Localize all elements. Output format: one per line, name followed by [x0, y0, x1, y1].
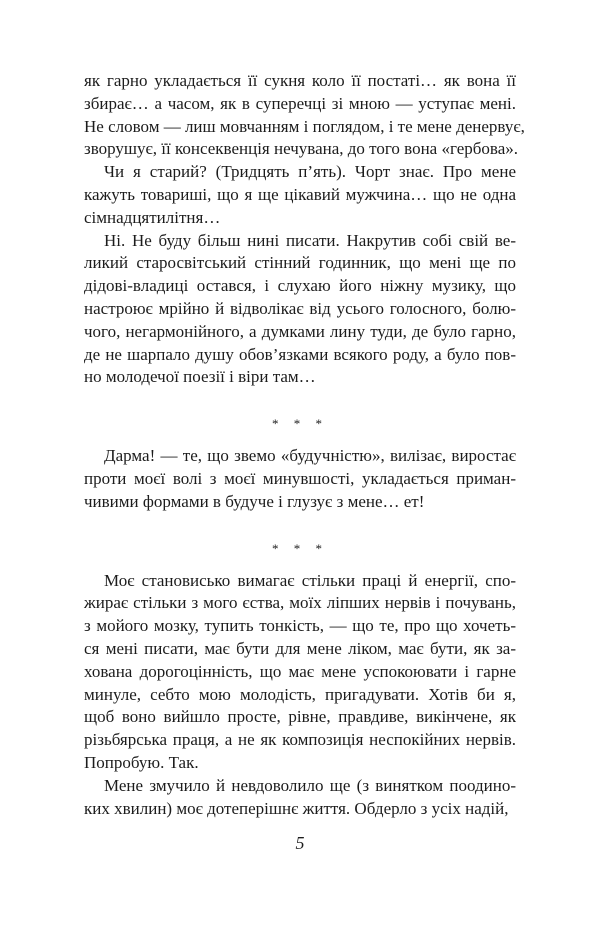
page-number: 5	[295, 833, 305, 853]
text-line: Моє становисько вимагає стільки праці й енергії, спо-	[104, 570, 516, 590]
text-line: ких хвилин) моє дотеперішнє життя. Обдерло з усіх надій,	[84, 798, 509, 818]
text-line: збирає… а часом, як в суперечці зі мною — уступає мені.	[84, 93, 516, 113]
text-line: де не шарпало душу обов’язками всякого роду, а було пов-	[84, 344, 516, 364]
section-separator: * * *	[272, 540, 328, 556]
text-line: різьбярська праця, а не як композиція неспокійних нервів.	[84, 730, 516, 750]
text-line: Дарма! — те, що звемо «будучністю», вилізає, виростає	[104, 446, 516, 466]
text-line: хована дорогоцінність, що має мене успокоювати і гарне	[84, 661, 516, 681]
text-line: проти моєї волі з моєї минувшості, укладається приман-	[84, 468, 516, 488]
text-line: Не словом — лиш мовчанням і поглядом, і те мене денервує,	[84, 116, 525, 136]
text-line: як гарно укладається її сукня коло її постаті… як вона її	[84, 71, 516, 90]
paragraph	[84, 161, 516, 229]
text-line: чого, негармонійного, а думками лину туди, де було гарно,	[84, 321, 516, 341]
text-line: Попробую. Так.	[84, 752, 199, 772]
section-2	[84, 445, 516, 513]
page-body	[84, 70, 525, 820]
text-line: ся мені писати, має бути для мене ліком, має бути, як за-	[84, 638, 516, 658]
text-line: Ні. Не буду більш нині писати. Накрутив собі свій ве-	[104, 230, 516, 250]
text-line: дідові-владиці остався, і слухаю його ніжну музику, що	[84, 276, 516, 296]
text-line: минуле, себто мою молодість, пригадувати. Хотів би я,	[84, 684, 516, 704]
section-3	[84, 570, 516, 821]
paragraph	[84, 445, 516, 513]
text-line: но молодечої поезії і віри там…	[84, 367, 316, 387]
section-separator: * * *	[272, 416, 328, 432]
text-line: зворушує, її консеквенція нечувана, до того вона «гербова».	[84, 139, 519, 159]
text-line: ликий старосвітський стінний годинник, що мені ще по	[84, 253, 516, 273]
paragraph	[84, 775, 516, 821]
section-1	[84, 70, 525, 389]
text-line: жирає стільки з мого єства, моїх ліпших нервів і почувань,	[84, 593, 516, 613]
text-line: Мене змучило й невдоволило ще (з винятком поодино-	[104, 775, 516, 795]
paragraph	[84, 70, 525, 161]
text-line: чивими формами в будуче і глузує з мене… ет!	[84, 491, 425, 511]
text-line: Чи я старий? (Тридцять п’ять). Чорт знає. Про мене	[104, 162, 516, 182]
paragraph	[84, 230, 516, 390]
text-line: з мойого мозку, тупить тонкість, — що те, про що хочеть-	[84, 616, 516, 636]
paragraph	[84, 570, 516, 775]
text-line: настроює мрійно й відволікає від усього голосного, болю-	[84, 298, 516, 318]
text-line: кажуть товариші, що я ще цікавий мужчина… що не одна	[84, 184, 516, 204]
text-line: щоб воно вийшло просте, рівне, правдиве, викінчене, як	[84, 707, 516, 727]
text-line: сімнадцятилітня…	[84, 207, 221, 227]
